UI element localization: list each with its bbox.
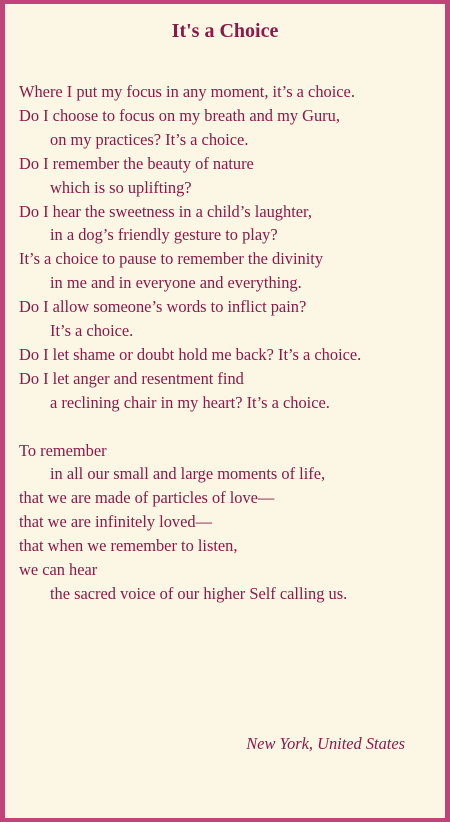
poem-line: Do I remember the beauty of nature [19, 153, 254, 173]
author-location: New York, United States [246, 734, 405, 753]
poem-line: Do I let shame or doubt hold me back? It’s a choice. [19, 344, 362, 364]
poem-line: the sacred voice of our higher Self calling us. [50, 584, 348, 604]
poem-line: a reclining chair in my heart? It’s a choice. [50, 392, 330, 412]
poem-line: in a dog’s friendly gesture to play? [50, 225, 278, 245]
poem-line: Do I choose to focus on my breath and my Guru, [19, 105, 340, 125]
poem-line: Do I hear the sweetness in a child’s laughter, [19, 201, 312, 221]
poem-line: we can hear [19, 560, 98, 580]
poem-line: Do I let anger and resentment find [19, 368, 244, 388]
poem-line: in all our small and large moments of life, [50, 464, 326, 484]
poem-card [5, 4, 445, 818]
poem-line: Where I put my focus in any moment, it’s a choice. [19, 82, 355, 101]
poem-line: on my practices? It’s a choice. [50, 129, 249, 149]
poem-body [19, 80, 439, 606]
poem-line: It’s a choice to pause to remember the divinity [19, 249, 324, 269]
poem-line: It’s a choice. [50, 321, 134, 341]
poem-line: that we are infinitely loved— [19, 512, 212, 532]
stanza-break [19, 415, 439, 439]
poem-line: which is so uplifting? [50, 177, 192, 197]
poem-line: that when we remember to listen, [19, 536, 238, 556]
poem-line: in me and in everyone and everything. [50, 273, 302, 293]
poem-title: It's a Choice [171, 20, 279, 42]
poem-line: Do I allow someone’s words to inflict pain? [19, 297, 307, 317]
poem-line: that we are made of particles of love— [19, 488, 275, 508]
poem-line: To remember [19, 440, 107, 460]
